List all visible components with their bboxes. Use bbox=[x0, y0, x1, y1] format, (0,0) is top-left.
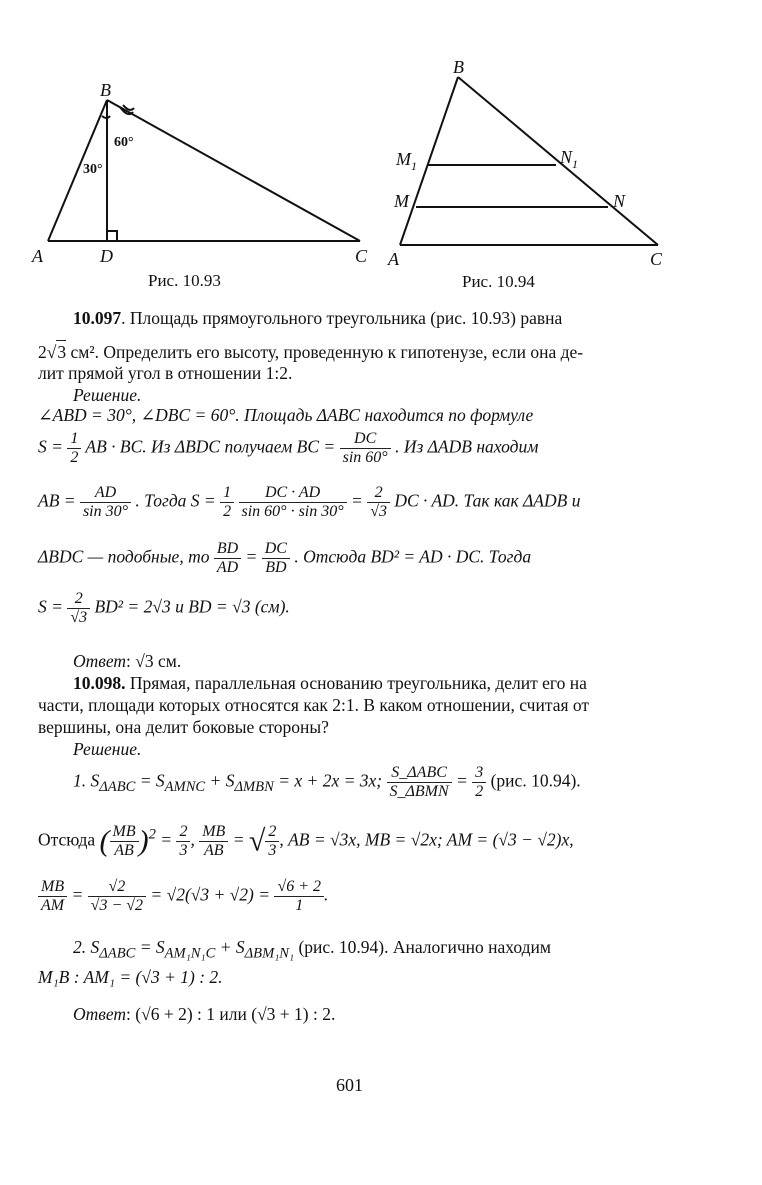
problem-text: Прямая, параллельная основанию треугольника, делит его на bbox=[125, 673, 587, 693]
denominator: AB bbox=[114, 842, 134, 859]
label-a: A bbox=[388, 249, 399, 269]
expr: , AB = √3x, MB = √2x; AM = (√3 − √2)x, bbox=[279, 829, 574, 850]
numerator: √6 + 2 bbox=[274, 878, 324, 897]
numerator: 2 bbox=[176, 823, 190, 842]
step-2 bbox=[73, 936, 551, 965]
numerator: BD bbox=[214, 540, 241, 559]
expr: + S bbox=[205, 770, 235, 791]
solution-label: Решение. bbox=[73, 385, 142, 405]
expr: . Отсюда BD² = AD · DC. Тогда bbox=[294, 546, 532, 567]
numerator: 1 bbox=[220, 484, 234, 503]
expr: Отсюда bbox=[38, 829, 96, 850]
expr: = bbox=[245, 546, 258, 567]
expr: = S bbox=[135, 770, 165, 791]
step-1 bbox=[73, 764, 581, 801]
fraction bbox=[367, 484, 390, 521]
problem-10-098-line3: вершины, она делит боковые стороны? bbox=[38, 717, 329, 737]
fraction bbox=[199, 823, 228, 860]
subscript: ΔBM₁N₁ bbox=[244, 945, 295, 962]
expr: BD² = 2√3 и BD = √3 (см). bbox=[94, 596, 290, 617]
fraction bbox=[67, 590, 90, 627]
solution-line-4 bbox=[38, 540, 531, 577]
problem-10-098-line1 bbox=[73, 672, 587, 694]
answer-label: Ответ bbox=[73, 651, 127, 671]
expr: . Из ΔADB находим bbox=[395, 436, 539, 457]
fraction bbox=[239, 484, 347, 521]
numerator: DC · AD bbox=[239, 484, 347, 503]
label-angle-30: 30° bbox=[83, 162, 103, 177]
expr: , bbox=[190, 829, 195, 850]
denominator: AM bbox=[41, 897, 65, 914]
solution-line-5 bbox=[38, 590, 290, 627]
label-n: N bbox=[613, 191, 626, 211]
expr: DC · AD. Так как ΔADB и bbox=[394, 490, 581, 511]
figure-10-93 bbox=[30, 80, 380, 290]
denominator: sin 60° bbox=[342, 449, 388, 466]
expr: AB = bbox=[38, 490, 76, 511]
fraction bbox=[38, 878, 67, 915]
expr: AB · BC. Из ΔBDC получаем BC = bbox=[85, 436, 336, 457]
expr: S = bbox=[38, 436, 63, 457]
fraction bbox=[387, 764, 452, 801]
step-2-line-2: M₁B : AM₁ = (√3 + 1) : 2. bbox=[38, 967, 223, 987]
numerator: MB bbox=[110, 823, 139, 842]
right-angle-mark bbox=[107, 231, 117, 241]
side-bc bbox=[107, 100, 360, 241]
fraction bbox=[88, 878, 146, 915]
fraction bbox=[110, 823, 139, 860]
denominator: 2 bbox=[70, 449, 79, 466]
numerator: DC bbox=[262, 540, 290, 559]
solution-label: Решение. bbox=[73, 739, 142, 759]
problem-10-097-line2: 2√3 см². Определить его высоту, проведенную к гипотенузе, если она де- bbox=[38, 342, 584, 362]
label-n1: $N_1$ bbox=[560, 147, 579, 171]
expr: = bbox=[232, 829, 245, 850]
fraction bbox=[80, 484, 131, 521]
numerator: 2 bbox=[367, 484, 390, 503]
solution-line-1: ∠ABD = 30°, ∠DBC = 60°. Площадь ΔABC находится по формуле bbox=[38, 405, 534, 425]
subscript: ΔABC bbox=[99, 945, 136, 962]
answer-10-097 bbox=[73, 650, 181, 672]
caption-10-94: Рис. 10.94 bbox=[462, 272, 535, 290]
fraction bbox=[340, 430, 391, 467]
step-1-line-2 bbox=[38, 823, 574, 860]
numerator: DC bbox=[340, 430, 391, 449]
denominator: √3 bbox=[370, 503, 387, 520]
problem-10-097-line1 bbox=[73, 307, 562, 329]
expr: (рис. 10.94). Аналогично находим bbox=[294, 937, 551, 957]
subscript: ΔABC bbox=[99, 779, 136, 796]
caption-10-93: Рис. 10.93 bbox=[148, 271, 221, 290]
side-bc bbox=[458, 77, 658, 245]
label-b: B bbox=[100, 80, 111, 100]
subscript: ΔMBN bbox=[234, 779, 274, 796]
fraction bbox=[262, 540, 290, 577]
expr: = x + 2x = 3x; bbox=[273, 770, 383, 791]
denominator: 3 bbox=[179, 842, 188, 859]
denominator: 1 bbox=[295, 897, 304, 914]
denominator: √3 − √2 bbox=[90, 897, 144, 914]
sqrt-sign: √ bbox=[248, 824, 266, 858]
answer-value: : √3 см. bbox=[126, 651, 182, 671]
denominator: √3 bbox=[70, 609, 88, 626]
solution-line-2 bbox=[38, 430, 538, 467]
label-angle-60: 60° bbox=[114, 135, 134, 150]
subscript: AM₁N₁C bbox=[164, 945, 216, 962]
solution-line-3 bbox=[38, 484, 580, 521]
numerator: 1 bbox=[67, 430, 81, 449]
expr: . bbox=[324, 884, 329, 905]
expr: = bbox=[351, 490, 363, 511]
denominator: AB bbox=[204, 842, 224, 859]
denominator: sin 60° · sin 30° bbox=[241, 503, 344, 520]
denominator: 2 bbox=[223, 503, 232, 520]
paren-close: ) bbox=[138, 824, 149, 858]
expr: ΔBDC — подобные, то bbox=[38, 546, 210, 567]
numerator: √2 bbox=[88, 878, 146, 897]
numerator: S_ΔABC bbox=[387, 764, 452, 783]
superscript: 2 bbox=[148, 826, 156, 843]
expr: = √2(√3 + √2) = bbox=[150, 884, 271, 905]
subscript: AMNC bbox=[164, 779, 206, 796]
figure-ref: (рис. 10.94). bbox=[490, 770, 581, 791]
coef: 2 bbox=[38, 342, 47, 362]
denominator: S_ΔBMN bbox=[389, 783, 449, 800]
expr: . Тогда S = bbox=[135, 490, 216, 511]
label-c: C bbox=[650, 249, 663, 269]
fraction bbox=[265, 823, 279, 860]
paren-open: ( bbox=[99, 824, 110, 858]
denominator: sin 30° bbox=[82, 503, 129, 520]
fraction bbox=[67, 430, 81, 467]
figure-10-94 bbox=[380, 55, 680, 290]
label-m: M bbox=[394, 191, 409, 211]
expr: = S bbox=[135, 937, 165, 957]
expr: 2. S bbox=[73, 937, 100, 957]
expr: 1. S bbox=[73, 770, 100, 791]
numerator: 2 bbox=[67, 590, 90, 609]
fraction bbox=[472, 764, 486, 801]
label-c: C bbox=[355, 246, 368, 266]
problem-text: см². Определить его высоту, проведенную к гипотенузе, если она де- bbox=[66, 342, 584, 362]
expr: = bbox=[456, 770, 468, 791]
fraction bbox=[214, 540, 241, 577]
numerator: MB bbox=[199, 823, 228, 842]
expr: S = bbox=[38, 596, 63, 617]
numerator: MB bbox=[38, 878, 67, 897]
label-m1: $M_1$ bbox=[396, 149, 417, 173]
fraction bbox=[176, 823, 190, 860]
numerator: 3 bbox=[472, 764, 486, 783]
label-d: D bbox=[100, 246, 113, 266]
numerator: AD bbox=[80, 484, 131, 503]
numerator: 2 bbox=[265, 823, 279, 842]
page-number: 601 bbox=[336, 1075, 363, 1095]
problem-10-098-line2: части, площади которых относятся как 2:1. В каком отношении, считая от bbox=[38, 695, 590, 715]
problem-number: 10.098. bbox=[73, 673, 126, 693]
problem-number: 10.097 bbox=[73, 308, 122, 328]
denominator: 3 bbox=[268, 842, 277, 859]
problem-10-097-line3: лит прямой угол в отношении 1:2. bbox=[38, 363, 293, 383]
sqrt-arg: 3 bbox=[57, 342, 67, 362]
label-b: B bbox=[453, 57, 464, 77]
expr: = bbox=[160, 829, 173, 850]
answer-value: : (√6 + 2) : 1 или (√3 + 1) : 2. bbox=[126, 1004, 336, 1024]
answer-label: Ответ bbox=[73, 1004, 127, 1024]
fraction bbox=[220, 484, 234, 521]
denominator: BD bbox=[265, 559, 287, 576]
denominator: AD bbox=[216, 559, 239, 576]
expr: = bbox=[71, 884, 84, 905]
answer-10-098 bbox=[73, 1003, 335, 1025]
fraction bbox=[274, 878, 324, 915]
label-a: A bbox=[32, 246, 43, 266]
problem-text: . Площадь прямоугольного треугольника (рис. 10.93) равна bbox=[121, 308, 563, 328]
denominator: 2 bbox=[475, 783, 484, 800]
expr: + S bbox=[215, 937, 245, 957]
step-1-line-3 bbox=[38, 878, 328, 915]
